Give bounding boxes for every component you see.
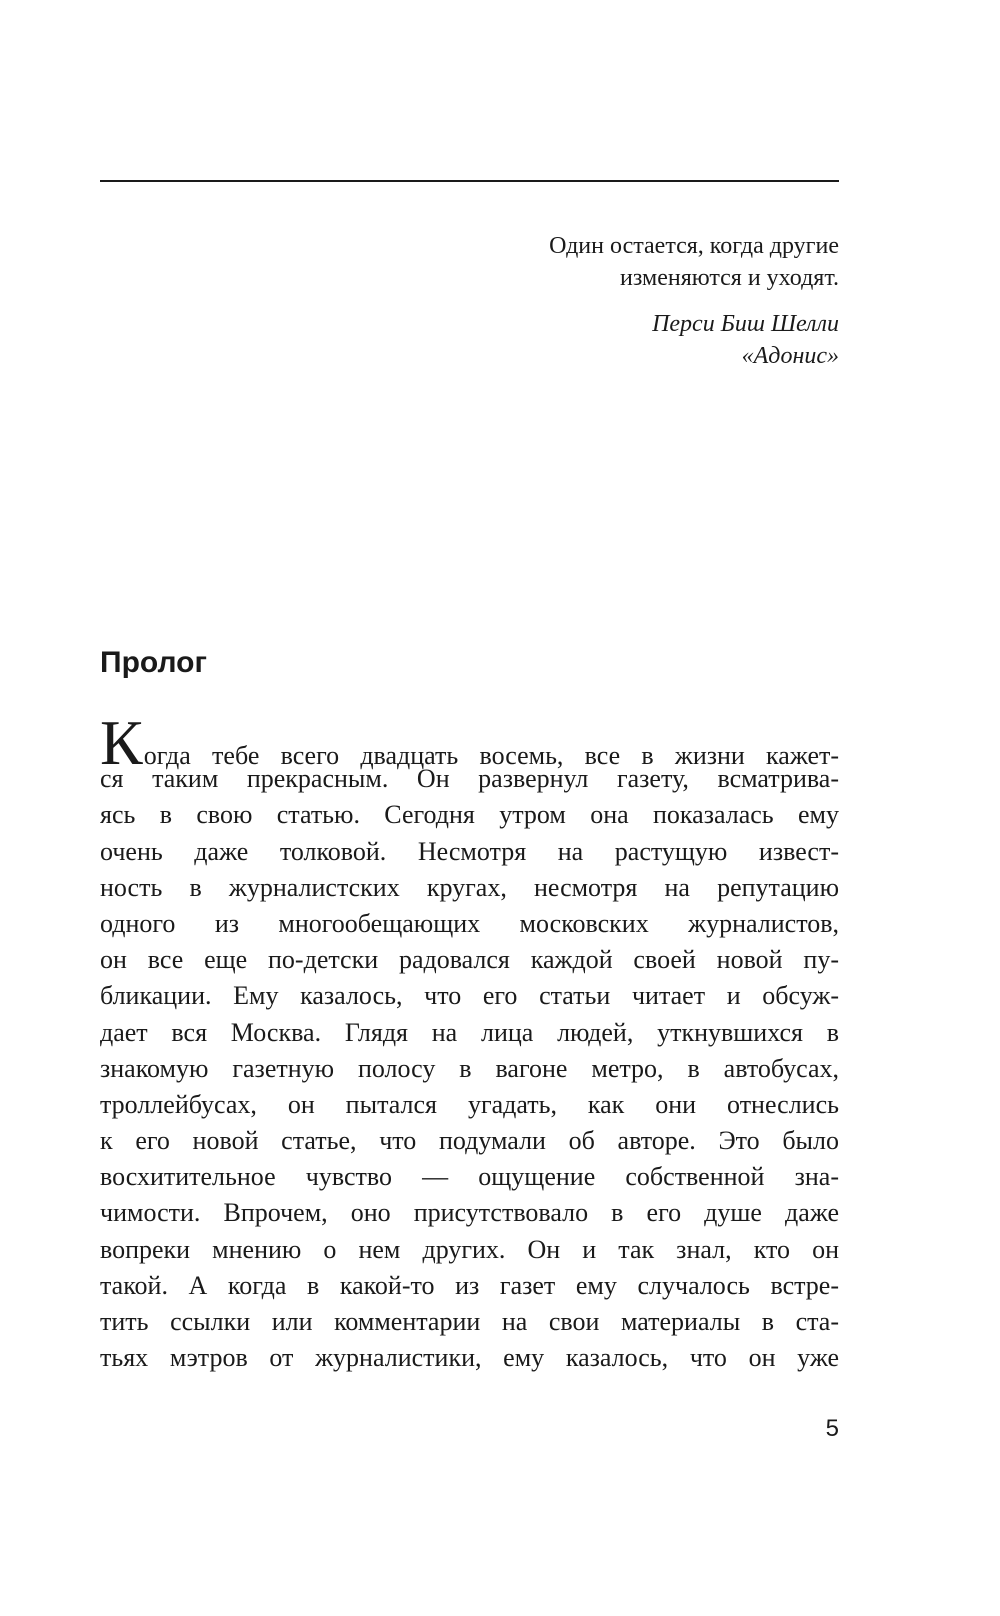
epigraph-author: Перси Биш Шелли [652, 311, 839, 337]
epigraph-work: «Адонис» [741, 343, 839, 369]
body-line: дает вся Москва. Глядя на лица людей, уткнувшихся в [100, 1017, 839, 1047]
body-line: одного из многообещающих московских журналистов, [100, 908, 839, 938]
body-line: вопреки мнению о нем других. Он и так знал, кто он [100, 1234, 839, 1264]
body-line: к его новой статье, что подумали об авторе. Это было [100, 1126, 839, 1156]
body-line: восхитительное чувство — ощущение собственной зна- [100, 1162, 839, 1192]
body-line: он все еще по-детски радовался каждой своей новой пу- [100, 945, 839, 975]
body-line: чимости. Впрочем, оно присутствовало в его душе даже [100, 1198, 839, 1228]
epigraph [379, 230, 839, 372]
body-line: тьях мэтров от журналистики, ему казалось, что он уже [100, 1343, 839, 1373]
body-line: знакомую газетную полосу в вагоне метро, в автобусах, [100, 1053, 839, 1083]
header-rule [100, 180, 839, 182]
page-number: 5 [825, 1415, 839, 1442]
body-line [100, 707, 839, 778]
epigraph-line: изменяются и уходят. [620, 265, 839, 291]
body-line: бликации. Ему казалось, что его статьи читает и обсуж- [100, 981, 839, 1011]
epigraph-line: Один остается, когда другие [549, 233, 839, 259]
body-line: такой. А когда в какой-то из газет ему случалось встре- [100, 1270, 839, 1300]
body-line: очень даже толковой. Несмотря на растущую извест- [100, 836, 839, 866]
body-line: тить ссылки или комментарии на свои материалы в ста- [100, 1307, 839, 1336]
body-line: ся таким прекрасным. Он развернул газету, всматрива- [100, 764, 839, 794]
epigraph-attribution [379, 308, 839, 372]
body-line-text: огда тебе всего двадцать восемь, все в жизни кажет- [143, 741, 839, 770]
drop-cap: К [100, 707, 143, 778]
chapter-title: Пролог [100, 646, 207, 679]
body-text [100, 707, 839, 1376]
body-line: троллейбусах, он пытался угадать, как они отнеслись [100, 1089, 839, 1119]
body-line: ясь в свою статью. Сегодня утром она показалась ему [100, 800, 839, 830]
body-line: ность в журналистских кругах, несмотря на репутацию [100, 872, 839, 902]
